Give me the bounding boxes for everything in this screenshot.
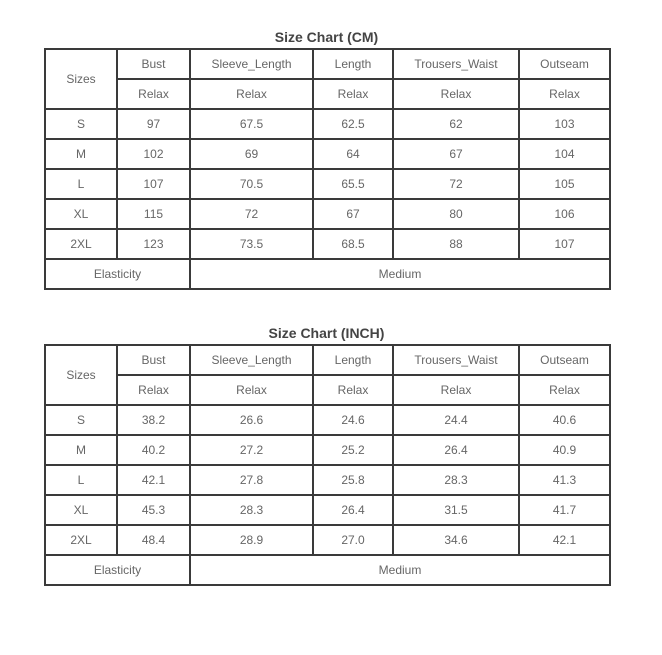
- table-row: [45, 139, 610, 169]
- fit-row: [45, 375, 610, 405]
- chart-title: Size Chart (CM): [274, 29, 379, 45]
- fit-cell: Relax: [393, 79, 519, 109]
- fit-cell: Relax: [519, 375, 610, 405]
- value-cell: 103: [519, 109, 610, 139]
- elasticity-value: Medium: [190, 555, 610, 585]
- sizes-header: Sizes: [45, 345, 117, 405]
- value-cell: 42.1: [117, 465, 190, 495]
- value-cell: 28.3: [393, 465, 519, 495]
- value-cell: 41.3: [519, 465, 610, 495]
- value-cell: 62: [393, 109, 519, 139]
- value-cell: 80: [393, 199, 519, 229]
- value-cell: 27.2: [190, 435, 313, 465]
- fit-cell: Relax: [393, 375, 519, 405]
- table-row: [45, 199, 610, 229]
- value-cell: 69: [190, 139, 313, 169]
- column-header: Length: [313, 49, 393, 79]
- column-header: Sleeve_Length: [190, 49, 313, 79]
- value-cell: 38.2: [117, 405, 190, 435]
- fit-cell: Relax: [190, 375, 313, 405]
- table-row: [45, 465, 610, 495]
- size-cell: XL: [45, 495, 117, 525]
- column-header: Sleeve_Length: [190, 345, 313, 375]
- value-cell: 26.4: [313, 495, 393, 525]
- column-header: Length: [313, 345, 393, 375]
- elasticity-row: [45, 555, 610, 585]
- value-cell: 24.6: [313, 405, 393, 435]
- size-table: [44, 344, 611, 586]
- table-row: [45, 405, 610, 435]
- value-cell: 67: [393, 139, 519, 169]
- value-cell: 24.4: [393, 405, 519, 435]
- size-cell: S: [45, 405, 117, 435]
- value-cell: 107: [117, 169, 190, 199]
- value-cell: 27.0: [313, 525, 393, 555]
- elasticity-row: [45, 259, 610, 289]
- column-header: Outseam: [519, 49, 610, 79]
- value-cell: 73.5: [190, 229, 313, 259]
- value-cell: 102: [117, 139, 190, 169]
- elasticity-label: Elasticity: [45, 259, 190, 289]
- table-row: [45, 109, 610, 139]
- value-cell: 107: [519, 229, 610, 259]
- table-row: [45, 229, 610, 259]
- size-cell: 2XL: [45, 229, 117, 259]
- sizes-header: Sizes: [45, 49, 117, 109]
- fit-cell: Relax: [519, 79, 610, 109]
- size-cell: 2XL: [45, 525, 117, 555]
- value-cell: 40.2: [117, 435, 190, 465]
- header-row: [45, 49, 610, 79]
- value-cell: 27.8: [190, 465, 313, 495]
- value-cell: 40.9: [519, 435, 610, 465]
- value-cell: 104: [519, 139, 610, 169]
- value-cell: 42.1: [519, 525, 610, 555]
- size-cell: S: [45, 109, 117, 139]
- elasticity-value: Medium: [190, 259, 610, 289]
- column-header: Trousers_Waist: [393, 345, 519, 375]
- size-chart-inch: [44, 322, 609, 586]
- size-cell: M: [45, 139, 117, 169]
- fit-row: [45, 79, 610, 109]
- fit-cell: Relax: [117, 375, 190, 405]
- table-row: [45, 525, 610, 555]
- table-row: [45, 435, 610, 465]
- header-row: [45, 345, 610, 375]
- value-cell: 31.5: [393, 495, 519, 525]
- value-cell: 26.4: [393, 435, 519, 465]
- value-cell: 88: [393, 229, 519, 259]
- value-cell: 40.6: [519, 405, 610, 435]
- value-cell: 68.5: [313, 229, 393, 259]
- value-cell: 41.7: [519, 495, 610, 525]
- column-header: Trousers_Waist: [393, 49, 519, 79]
- size-cell: L: [45, 169, 117, 199]
- fit-cell: Relax: [313, 79, 393, 109]
- value-cell: 123: [117, 229, 190, 259]
- value-cell: 28.9: [190, 525, 313, 555]
- fit-cell: Relax: [313, 375, 393, 405]
- column-header: Outseam: [519, 345, 610, 375]
- size-cell: M: [45, 435, 117, 465]
- value-cell: 28.3: [190, 495, 313, 525]
- value-cell: 105: [519, 169, 610, 199]
- value-cell: 65.5: [313, 169, 393, 199]
- size-cell: XL: [45, 199, 117, 229]
- value-cell: 26.6: [190, 405, 313, 435]
- value-cell: 72: [393, 169, 519, 199]
- value-cell: 64: [313, 139, 393, 169]
- value-cell: 106: [519, 199, 610, 229]
- chart-title: Size Chart (INCH): [268, 325, 385, 341]
- value-cell: 67.5: [190, 109, 313, 139]
- column-header: Bust: [117, 345, 190, 375]
- table-row: [45, 495, 610, 525]
- value-cell: 48.4: [117, 525, 190, 555]
- size-cell: L: [45, 465, 117, 495]
- fit-cell: Relax: [117, 79, 190, 109]
- value-cell: 45.3: [117, 495, 190, 525]
- table-row: [45, 169, 610, 199]
- value-cell: 97: [117, 109, 190, 139]
- size-table: [44, 48, 611, 290]
- elasticity-label: Elasticity: [45, 555, 190, 585]
- value-cell: 72: [190, 199, 313, 229]
- column-header: Bust: [117, 49, 190, 79]
- value-cell: 34.6: [393, 525, 519, 555]
- value-cell: 62.5: [313, 109, 393, 139]
- value-cell: 115: [117, 199, 190, 229]
- value-cell: 70.5: [190, 169, 313, 199]
- value-cell: 25.8: [313, 465, 393, 495]
- fit-cell: Relax: [190, 79, 313, 109]
- value-cell: 67: [313, 199, 393, 229]
- value-cell: 25.2: [313, 435, 393, 465]
- size-chart-cm: [44, 26, 609, 290]
